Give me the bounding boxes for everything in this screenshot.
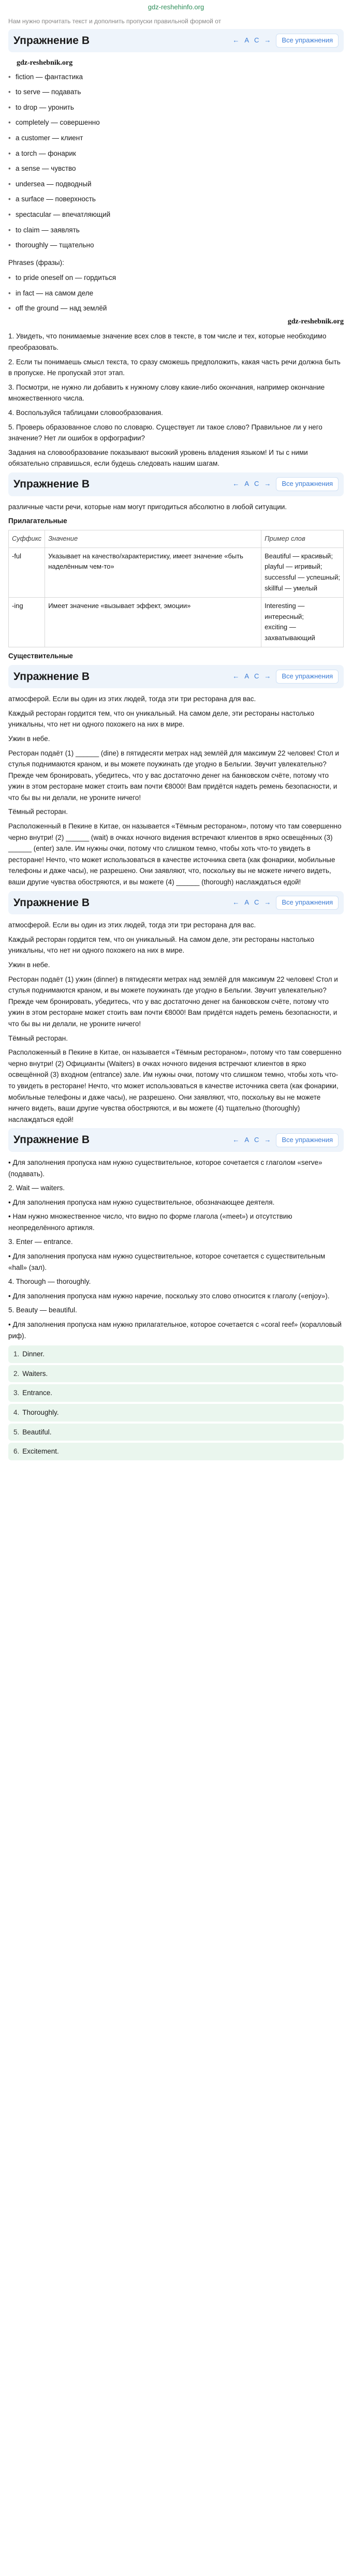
vocab-item: • a torch — фонарик	[8, 146, 344, 161]
adjectives-title: Прилагательные	[8, 517, 67, 525]
table-cell-suffix: -ful	[9, 547, 45, 597]
answer-number: 5.	[13, 1428, 20, 1436]
table-cell-examples	[261, 547, 344, 597]
text-paragraph: Ужин в небе.	[8, 734, 50, 743]
answer-text: Thoroughly.	[22, 1409, 59, 1417]
solution-step: • Для заполнения пропуска нам нужно существительное, которое сочетается с существительным «hall» (зал).	[8, 1252, 326, 1271]
answers-list	[8, 1345, 344, 1460]
text-paragraph: атмосферой. Если вы один из этих людей, тогда эти три ресторана для вас.	[8, 695, 256, 703]
text-paragraph: Ресторан подаёт (1) ______ (dine) в пятидесяти метрах над землёй для максимум 22 человек! Стол и стулья поднимаются краном, и вы можете поужинать где угодно в Бельгии. Звучит увлекательно? Прежде чем бронировать, убедитесь, что у вас достаточно денег на банковском счёте, потому что ужин в этом ресторане может стоить вам почти €8000! Вам придётся надеть ремень безопасности, и что бы вы ни делали, не уроните ничего!	[8, 749, 339, 802]
phrase-item: • to pride oneself on — гордиться	[8, 270, 344, 286]
section-title: Упражнение B	[13, 670, 90, 683]
step-item: 3. Посмотри, не нужно ли добавить к нужному слову какие-либо окончания, например окончание множественного числа.	[8, 383, 325, 403]
nav-a-button[interactable]: A	[244, 480, 249, 488]
phrases-title: Phrases (фразы):	[8, 258, 64, 267]
text-paragraph: Тёмный ресторан.	[8, 808, 68, 816]
answer-number: 2.	[13, 1369, 20, 1378]
text-paragraph: Тёмный ресторан.	[8, 1034, 68, 1042]
watermark: gdz-reshebnik.org	[17, 59, 73, 67]
answer-item	[8, 1404, 344, 1422]
solution-step: • Для заполнения пропуска нам нужно существительное, обозначающее деятеля.	[8, 1198, 275, 1206]
vocab-item: • a surface — поверхность	[8, 191, 344, 207]
nav-back-button[interactable]: ←	[232, 36, 240, 44]
section-header	[8, 29, 344, 53]
example-item: Beautiful — красивый;	[265, 552, 333, 560]
solution-step: 4. Thorough — thoroughly.	[8, 1278, 91, 1286]
nav-c-button[interactable]: C	[254, 898, 259, 907]
section-title: Упражнение B	[13, 1134, 90, 1146]
nav-bar	[232, 896, 339, 910]
step-item: 2. Если ты понимаешь смысл текста, то сразу сможешь предположить, какая часть речи должна быть в пропуске. Не пропускай этот этап.	[8, 358, 341, 377]
section-header	[8, 891, 344, 915]
nav-forward-button[interactable]: →	[264, 36, 271, 44]
nav-forward-button[interactable]: →	[264, 898, 271, 907]
example-item: Interesting — интересный;	[265, 601, 305, 620]
text-paragraph: Ужин в небе.	[8, 961, 50, 969]
nav-bar	[232, 1133, 339, 1147]
nav-forward-button[interactable]: →	[264, 1135, 271, 1144]
solution-step: • Для заполнения пропуска нам нужно существительное, которое сочетается с глаголом «serve» (подавать).	[8, 1158, 322, 1178]
nav-bar	[232, 34, 339, 48]
nav-c-button[interactable]: C	[254, 1135, 259, 1144]
solution-step: 5. Beauty — beautiful.	[8, 1306, 77, 1314]
watermark: gdz-reshebnik.org	[287, 318, 344, 326]
answer-item	[8, 1443, 344, 1460]
nav-a-button[interactable]: A	[244, 1135, 249, 1144]
nav-bar	[232, 477, 339, 491]
vocab-item: • to claim — заявлять	[8, 223, 344, 238]
answer-number: 4.	[13, 1409, 20, 1417]
nav-back-button[interactable]: ←	[232, 672, 240, 680]
all-exercises-button[interactable]: Все упражнения	[276, 896, 339, 910]
tables-note: различные части речи, которые нам могут пригодиться абсолютно в любой ситуации.	[8, 502, 287, 511]
section-title: Упражнение B	[13, 896, 90, 909]
solution-step: • Для заполнения пропуска нам нужно прилагательное, которое сочетается с «coral reef» (коралловый риф).	[8, 1321, 342, 1340]
nav-c-button[interactable]: C	[254, 480, 259, 488]
table-header-row	[9, 530, 344, 547]
section-header	[8, 665, 344, 689]
section-header	[8, 472, 344, 496]
section-header	[8, 1128, 344, 1152]
table-row	[9, 547, 344, 597]
section-title: Упражнение B	[13, 34, 90, 47]
nav-a-button[interactable]: A	[244, 36, 249, 44]
example-item: successful — успешный;	[265, 573, 340, 582]
answer-text: Excitement.	[22, 1447, 59, 1456]
vocab-item: • undersea — подводный	[8, 176, 344, 192]
vocab-item: • a sense — чувство	[8, 161, 344, 176]
nav-c-button[interactable]: C	[254, 672, 259, 680]
table-row	[9, 597, 344, 647]
vocab-item: • thoroughly — тщательно	[8, 238, 344, 253]
table-cell-meaning: Указывает на качество/характеристику, имеет значение «быть наделённым чем-то»	[45, 547, 261, 597]
nav-bar	[232, 670, 339, 684]
vocab-item: • a customer — клиент	[8, 130, 344, 146]
nav-c-button[interactable]: C	[254, 36, 259, 44]
vocab-item: • completely — совершенно	[8, 115, 344, 130]
table-header-cell: Суффикс	[9, 530, 45, 547]
top-link[interactable]: gdz-reshehinfo.org	[148, 3, 204, 11]
filled-text	[8, 920, 344, 1125]
intro-text: Нам нужно прочитать текст и дополнить пропуски правильной формой от	[8, 17, 222, 25]
summary-text: Задания на словообразование показывают высокий уровень владения языком! И ты с ними обязательно справишься, если будешь следовать нашим шагам.	[8, 448, 308, 468]
vocab-item: • spectacular — впечатляющий	[8, 207, 344, 223]
answer-item	[8, 1384, 344, 1402]
solution-step: • Нам нужно множественное число, что видно по форме глагола («meet») и отсутствию неопределённого артикля.	[8, 1212, 292, 1232]
nav-forward-button[interactable]: →	[264, 480, 271, 488]
table-cell-suffix: -ing	[9, 597, 45, 647]
table-header-cell: Значение	[45, 530, 261, 547]
phrase-item: • off the ground — над землёй	[8, 301, 344, 316]
step-item: 1. Увидеть, что понимаемые значение всех слов в тексте, в том числе и тех, которые необходимо преобразовать.	[8, 332, 327, 352]
all-exercises-button[interactable]: Все упражнения	[276, 477, 339, 491]
table-header-cell: Пример слов	[261, 530, 344, 547]
phrases-list	[8, 270, 344, 316]
vocab-item: • to serve — подавать	[8, 84, 344, 100]
solution-step: 2. Wait — waiters.	[8, 1184, 65, 1192]
answer-text: Waiters.	[22, 1369, 48, 1378]
answer-item	[8, 1365, 344, 1383]
all-exercises-button[interactable]: Все упражнения	[276, 1133, 339, 1147]
step-item: 5. Проверь образованное слово по словарю. Существует ли такое слово? Правильное ли у него значение? Нет ли ошибок в орфографии?	[8, 423, 322, 442]
nouns-title: Существительные	[8, 652, 73, 660]
vocab-item: • to drop — уронить	[8, 100, 344, 115]
text-paragraph: Ресторан подаёт (1) ужин (dinner) в пятидесяти метрах над землёй для максимум 22 человек! Стол и стулья поднимаются краном, и вы можете поужинать где угодно в Бельгии. Звучит увлекательно? Прежде чем бронировать, убедитесь, что у вас достаточно денег на банковском счёте, потому что ужин в этом ресторане может стоить вам почти €8000! Вам придётся надеть ремень безопасности, и что бы вы ни делали, не уроните ничего!	[8, 975, 338, 1028]
phrase-item: • in fact — на самом деле	[8, 286, 344, 301]
vocab-list	[8, 69, 344, 253]
answer-text: Beautiful.	[22, 1428, 52, 1436]
nav-back-button[interactable]: ←	[232, 480, 240, 488]
nav-forward-button[interactable]: →	[264, 672, 271, 680]
vocab-item: • fiction — фантастика	[8, 69, 344, 85]
nav-back-button[interactable]: ←	[232, 898, 240, 907]
answer-number: 6.	[13, 1447, 20, 1456]
solution-step: • Для заполнения пропуска нам нужно наречие, поскольку это слово относится к глаголу («enjoy»).	[8, 1292, 330, 1300]
all-exercises-button[interactable]: Все упражнения	[276, 34, 339, 48]
nav-a-button[interactable]: A	[244, 898, 249, 907]
step-item: 4. Воспользуйся таблицами словообразования.	[8, 409, 163, 417]
example-item: exciting — захватывающий	[265, 623, 315, 642]
original-text	[8, 693, 344, 888]
nav-back-button[interactable]: ←	[232, 1135, 240, 1144]
all-exercises-button[interactable]: Все упражнения	[276, 670, 339, 684]
text-paragraph: Каждый ресторан гордится тем, что он уникальный. На самом деле, эти рестораны настолько уникальны, что нет ни одного похожего на них в мире.	[8, 709, 314, 729]
text-paragraph: Расположенный в Пекине в Китае, он называется «Тёмным рестораном», потому что там совершенно черно внутри! (2) ______ (wait) в очках ночного видения встречают клиентов в ярко освещённых (3) ______ (enter) зале. Им нужны очки, потому что слишком темно, чтобы хоть что-то увидеть в ресторане! Нечто, что может использоваться в качестве источника света (как фонарики, мобильные телефоны и даже часы), не разрешено. Они заявляют, что, поскольку вы не можете ничего видеть, ваши другие чувства обостряются, и вы можете (4) ______ (thorough) наслаждаться едой!	[8, 822, 342, 886]
answer-text: Entrance.	[22, 1389, 53, 1397]
answer-number: 1.	[13, 1350, 20, 1358]
section-title: Упражнение B	[13, 478, 90, 490]
answer-number: 3.	[13, 1389, 20, 1397]
example-item: playful — игривый;	[265, 562, 322, 571]
text-paragraph: Расположенный в Пекине в Китае, он называется «Тёмным рестораном», потому что там совершенно черно внутри! (2) Официанты (Waiters) в очках ночного видения встречают клиентов в ярко освещённой (3) входном (entrance) зале. Им нужны очки, потому что слишком темно, чтобы хоть что-то увидеть в ресторане! Нечто, что может использоваться в качестве источника света (как фонарики, мобильные телефоны и даже часы), не разрешено. Они заявляют, что, поскольку вы не можете ничего видеть, ваши другие чувства обостряются, и вы можете (4) тщательно (thoroughly) наслаждаться едой!	[8, 1048, 342, 1123]
steps	[8, 331, 344, 443]
answer-text: Dinner.	[22, 1350, 45, 1358]
example-item: skillful — умелый	[265, 584, 317, 592]
solution-steps	[8, 1157, 344, 1341]
solution-step: 3. Enter — entrance.	[8, 1238, 73, 1246]
text-paragraph: атмосферой. Если вы один из этих людей, тогда эти три ресторана для вас.	[8, 921, 256, 929]
answer-item	[8, 1424, 344, 1441]
text-paragraph: Каждый ресторан гордится тем, что он уникальный. На самом деле, эти рестораны настолько уникальны, что нет ни одного похожего на них в мире.	[8, 935, 314, 955]
answer-item	[8, 1345, 344, 1363]
table-cell-examples	[261, 597, 344, 647]
table-cell-meaning: Имеет значение «вызывает эффект, эмоции»	[45, 597, 261, 647]
nav-a-button[interactable]: A	[244, 672, 249, 680]
word-formation-table	[8, 530, 344, 647]
